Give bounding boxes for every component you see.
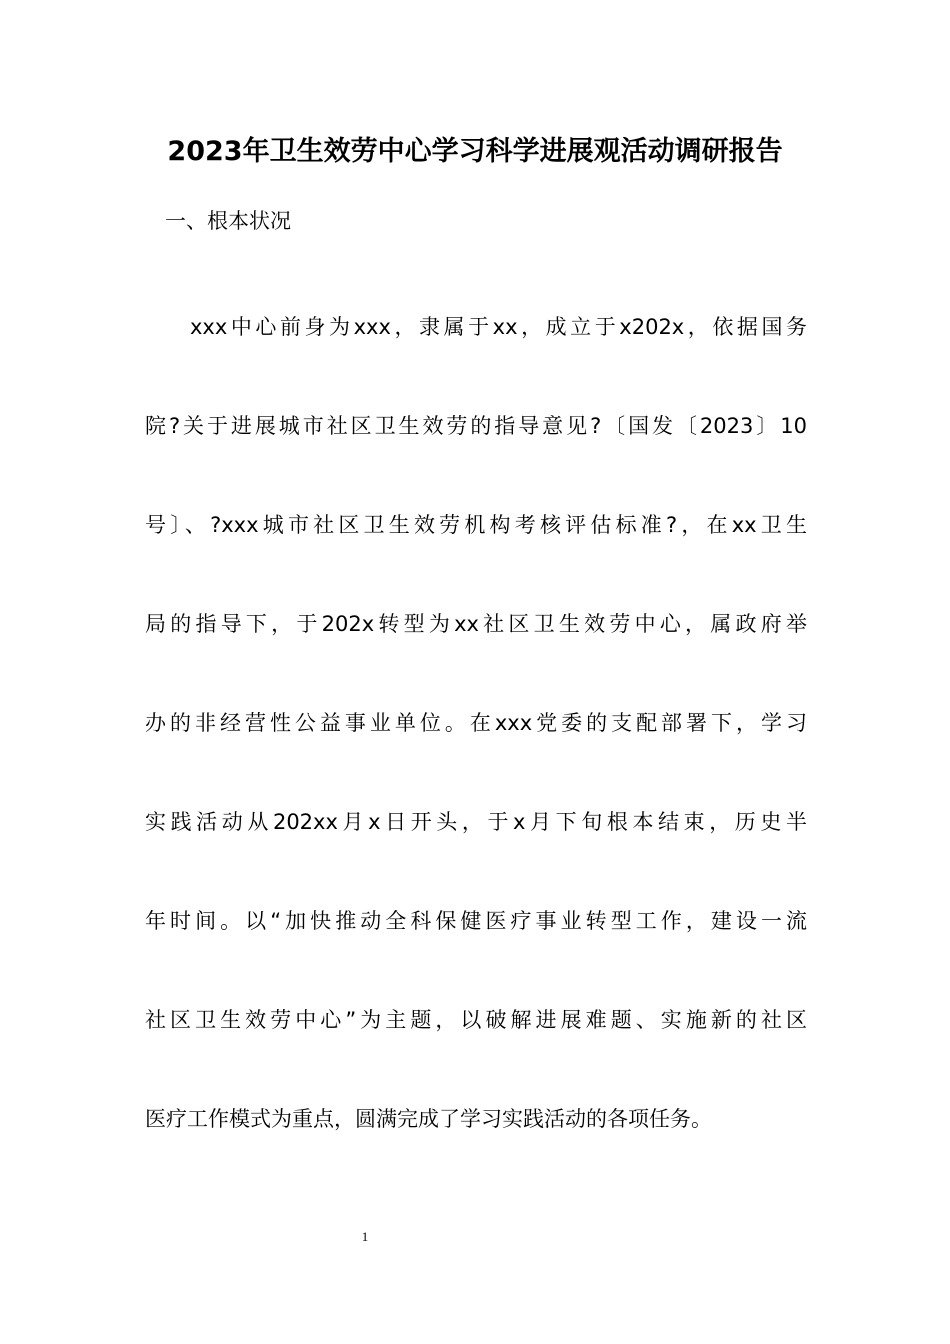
paragraph-line: xxx中心前身为xxx，隶属于xx，成立于x202x，依据国务 [190,315,807,339]
paragraph-line: 办的非经营性公益事业单位。在xxx党委的支配部署下，学习 [145,711,807,735]
paragraph-line: 社区卫生效劳中心”为主题，以破解进展难题、实施新的社区 [145,1008,807,1032]
section-heading: 一、根本状况 [165,209,291,233]
paragraph-line: 号〕、?xxx城市社区卫生效劳机构考核评估标准?，在xx卫生 [145,513,807,537]
paragraph-line: 年时间。以“加快推动全科保健医疗事业转型工作，建设一流 [145,909,807,933]
document-title: 2023年卫生效劳中心学习科学进展观活动调研报告 [167,136,783,167]
page-number: 1 [361,1229,369,1244]
paragraph-line: 院?关于进展城市社区卫生效劳的指导意见?〔国发〔2023〕10 [145,414,807,438]
paragraph-line: 局的指导下，于202x转型为xx社区卫生效劳中心，属政府举 [145,612,807,636]
paragraph-line: 医疗工作模式为重点，圆满完成了学习实践活动的各项任务。 [145,1107,712,1131]
paragraph-line: 实践活动从202xx月x日开头，于x月下旬根本结束，历史半 [145,810,807,834]
